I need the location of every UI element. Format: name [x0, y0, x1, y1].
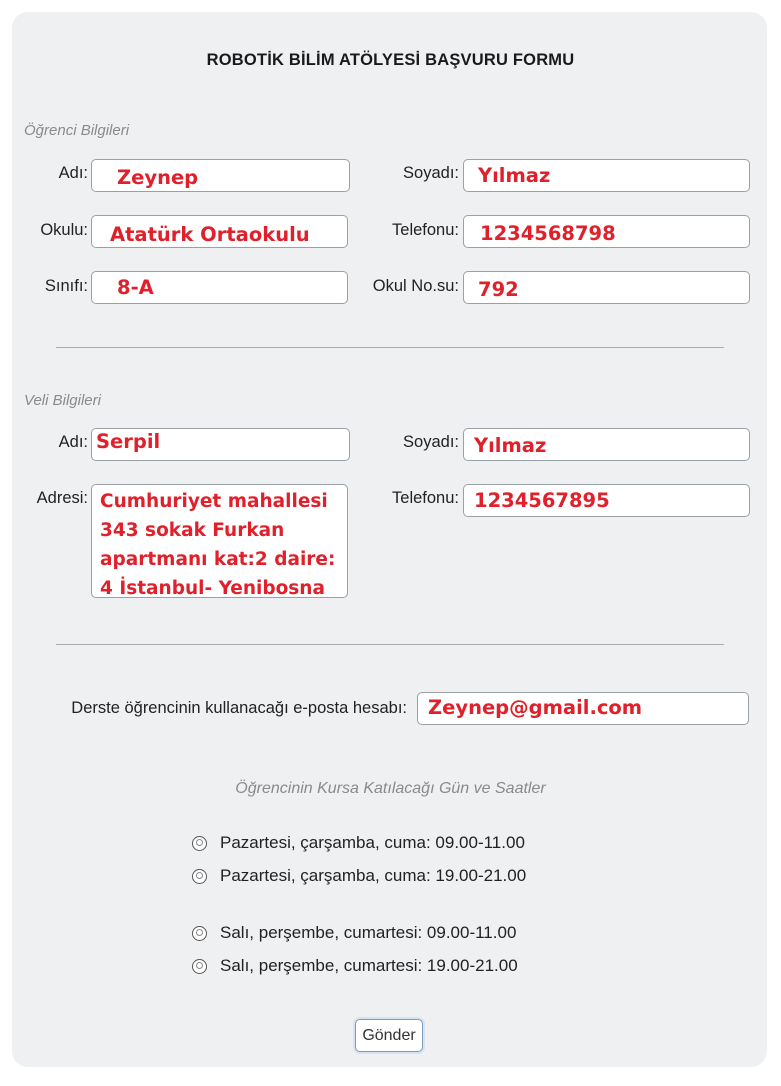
email-label: Derste öğrencinin kullanacağı e-posta hesabı: [71, 699, 407, 717]
parent-phone-label: Telefonu: [392, 489, 459, 507]
student-surname-label: Soyadı: [403, 164, 459, 182]
schedule-option[interactable] [192, 833, 525, 853]
parent-surname-label: Soyadı: [403, 433, 459, 451]
student-section-label: Öğrenci Bilgileri [24, 122, 130, 139]
schedule-option[interactable] [192, 956, 518, 976]
student-school-no-label: Okul No.su: [372, 277, 459, 295]
email-field[interactable]: Zeynep@gmail.com [417, 692, 749, 725]
student-surname-field[interactable]: Yılmaz [463, 159, 750, 192]
parent-name-label: Adı: [58, 433, 88, 451]
schedule-title: Öğrencinin Kursa Katılacağı Gün ve Saatler [235, 780, 546, 797]
parent-address-field[interactable]: Cumhuriyet mahallesi 343 sokak Furkan apartmanı kat:2 daire: 4 İstanbul- Yenibosna [91, 484, 348, 598]
schedule-option-label: Salı, perşembe, cumartesi: 09.00-11.00 [220, 923, 517, 942]
student-phone-field[interactable]: 1234568798 [463, 215, 750, 248]
radio-button[interactable] [192, 926, 207, 941]
schedule-option[interactable] [192, 866, 526, 886]
student-phone-label: Telefonu: [392, 221, 459, 239]
parent-address-label: Adresi: [36, 489, 88, 507]
form-title: ROBOTİK BİLİM ATÖLYESİ BAŞVURU FORMU [206, 51, 575, 69]
section-divider [56, 644, 724, 645]
schedule-option-label: Pazartesi, çarşamba, cuma: 09.00-11.00 [220, 833, 525, 852]
radio-button[interactable] [192, 869, 207, 884]
section-divider [56, 347, 724, 348]
parent-name-field[interactable]: Serpil [91, 428, 350, 461]
schedule-option-label: Salı, perşembe, cumartesi: 19.00-21.00 [220, 956, 518, 975]
schedule-option[interactable] [192, 923, 516, 943]
student-school-field[interactable]: Atatürk Ortaokulu [91, 215, 348, 248]
student-class-field[interactable]: 8-A [91, 271, 348, 304]
parent-section-label: Veli Bilgileri [24, 392, 101, 409]
radio-button[interactable] [192, 836, 207, 851]
submit-button[interactable]: Gönder [355, 1019, 423, 1052]
parent-surname-field[interactable]: Yılmaz [463, 428, 750, 461]
student-name-label: Adı: [58, 164, 88, 182]
schedule-option-label: Pazartesi, çarşamba, cuma: 19.00-21.00 [220, 866, 527, 885]
student-class-label: Sınıfı: [44, 277, 88, 295]
student-school-label: Okulu: [40, 221, 88, 239]
student-school-no-field[interactable]: 792 [463, 271, 750, 304]
radio-button[interactable] [192, 959, 207, 974]
student-name-field[interactable]: Zeynep [91, 159, 350, 192]
parent-phone-field[interactable]: 1234567895 [463, 484, 750, 517]
